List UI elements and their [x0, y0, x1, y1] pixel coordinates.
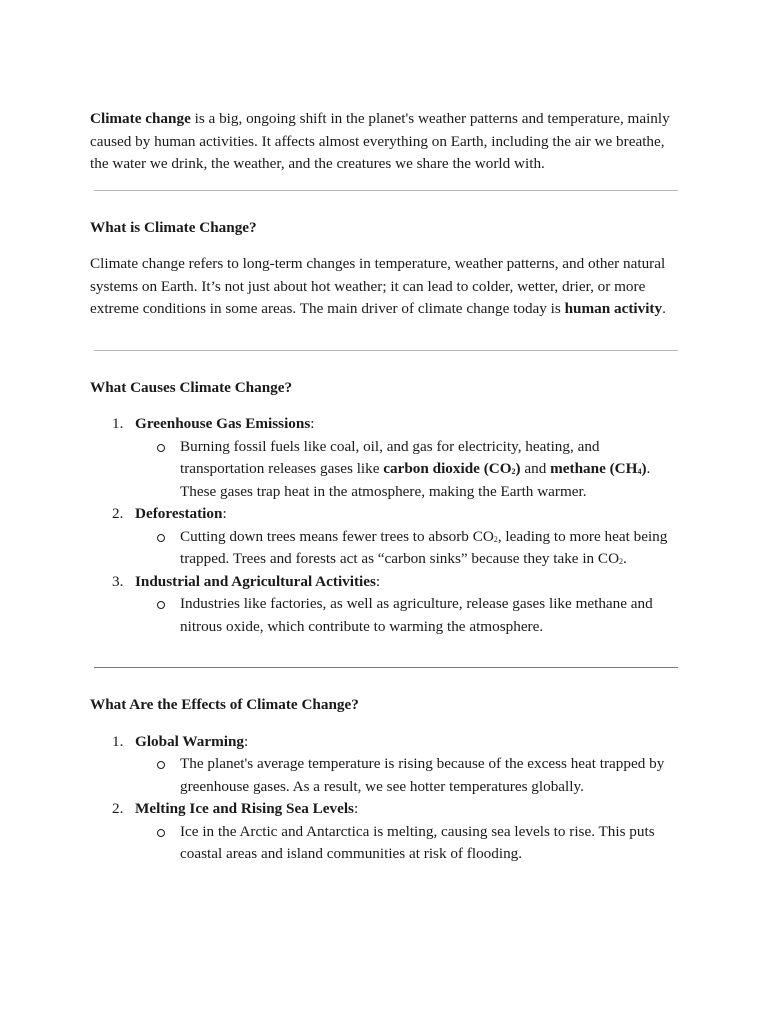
- list-number: 1.: [112, 415, 124, 432]
- hollow-bullet-icon: [157, 534, 165, 542]
- colon: :: [353, 800, 359, 817]
- list-item: [90, 413, 682, 503]
- sub-list: [135, 436, 682, 504]
- sub-list-item: [135, 526, 682, 571]
- intro-paragraph: [90, 108, 682, 176]
- what-is-bold: human activity: [564, 300, 663, 317]
- intro-text: is a big, ongoing shift in the planet's weather patterns and temperature, mainly caused by human activities. It affects almost everything on Earth, including the air we breathe, the water we drink, the weather, and the creatures we share the world with.: [90, 110, 670, 172]
- what-is-paragraph: [90, 253, 682, 321]
- effect-title: Global Warming: [135, 732, 245, 750]
- cause-title: Deforestation: [135, 505, 223, 522]
- heading-effects: What Are the Effects of Climate Change?: [90, 696, 359, 713]
- document-page: [90, 108, 682, 866]
- list-number: 3.: [112, 572, 124, 590]
- hollow-bullet-icon: [157, 601, 165, 609]
- subscript: 2: [493, 534, 498, 544]
- subscript: 2: [619, 557, 624, 566]
- list-item: [90, 503, 682, 571]
- colon: :: [244, 732, 249, 750]
- sub-text: Ice in the Arctic and Antarctica is melting, causing sea levels to rise. This puts coastal areas and island communities at risk of flooding.: [180, 822, 655, 862]
- what-is-end: .: [662, 300, 666, 317]
- colon: :: [310, 415, 315, 432]
- bold-text: ): [515, 460, 521, 477]
- what-is-text: Climate change refers to long-term changes in temperature, weather patterns, and other natural systems on Earth. It’s not just about hot weather; it can lead to colder, wetter, drier, or more extreme conditions in some areas. The main driver of climate change today is: [90, 255, 666, 317]
- sub-text: .: [623, 550, 627, 567]
- sub-text: The planet's average temperature is rising because of the excess heat trapped by greenhouse gases. As a result, we see hotter temperatures globally.: [180, 755, 665, 795]
- cause-title: Industrial and Agricultural Activities: [135, 572, 376, 590]
- effect-title: Melting Ice and Rising Sea Levels: [135, 800, 354, 817]
- list-number: 2.: [112, 505, 124, 522]
- list-number: 2.: [112, 800, 124, 817]
- list-item: [90, 571, 682, 639]
- subscript: 4: [637, 467, 642, 476]
- sub-list-item: [135, 753, 682, 798]
- sub-list: [135, 526, 682, 571]
- sub-list-item: [135, 436, 682, 504]
- bold-chem: [383, 460, 520, 477]
- sub-text: and: [520, 460, 551, 477]
- divider-3: [94, 667, 678, 668]
- sub-text: Industries like factories, as well as agriculture, release gases like methane and nitrous oxide, which contribute to warming the atmosphere.: [180, 595, 653, 635]
- sub-text: Cutting down trees means fewer trees to absorb CO: [180, 527, 494, 545]
- sub-list: [135, 753, 682, 798]
- heading-causes: What Causes Climate Change?: [90, 378, 293, 396]
- intro-term: Climate change: [90, 110, 191, 127]
- heading-what-is: What is Climate Change?: [90, 218, 257, 236]
- list-number: 1.: [112, 732, 124, 750]
- list-item: [90, 798, 682, 866]
- subscript: 2: [511, 467, 516, 476]
- colon: :: [375, 572, 381, 590]
- bold-chem: [550, 460, 646, 477]
- bold-text: carbon dioxide (CO: [383, 460, 512, 477]
- sub-list: [135, 821, 682, 866]
- effects-list: [90, 731, 682, 866]
- bold-text: methane (CH: [550, 460, 638, 477]
- divider-2: [94, 350, 678, 351]
- sub-text: , leading to more heat being trapped. Trees and forests act as “carbon sinks” because they take in CO: [180, 527, 668, 567]
- causes-list: [90, 413, 682, 638]
- bold-text: ): [641, 460, 647, 477]
- hollow-bullet-icon: [157, 829, 165, 837]
- sub-text: Burning fossil fuels like coal, oil, and gas for electricity, heating, and transportation releases gases like: [180, 437, 600, 477]
- divider-1: [94, 190, 678, 191]
- colon: :: [222, 505, 227, 522]
- sub-list: [135, 593, 682, 638]
- hollow-bullet-icon: [157, 761, 165, 769]
- list-item: [90, 731, 682, 799]
- sub-list-item: [135, 821, 682, 866]
- hollow-bullet-icon: [157, 444, 165, 452]
- sub-list-item: [135, 593, 682, 638]
- sub-text: . These gases trap heat in the atmosphere, making the Earth warmer.: [180, 460, 651, 500]
- cause-title: Greenhouse Gas Emissions: [135, 415, 311, 432]
